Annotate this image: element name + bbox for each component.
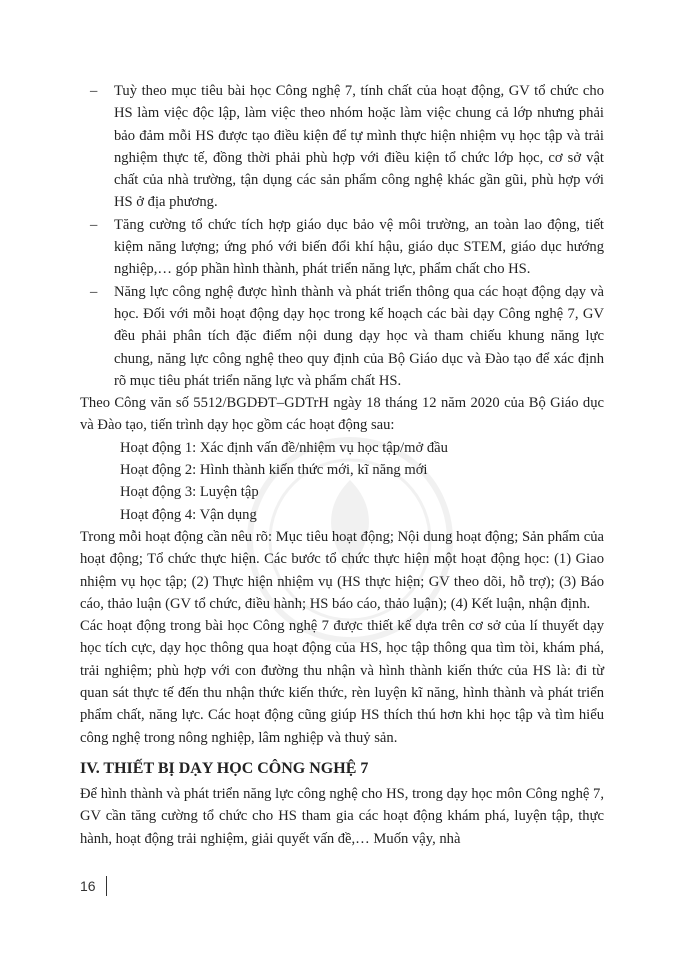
footer-divider xyxy=(106,876,107,896)
intro-paragraph: Theo Công văn số 5512/BGDĐT–GDTrH ngày 18 tháng 12 năm 2020 của Bộ Giáo dục và Đào tạo, tiến trình dạy học gồm các hoạt động sau: xyxy=(80,395,604,434)
activity-steps-paragraph: Trong mỗi hoạt động cần nêu rõ: Mục tiêu hoạt động; Nội dung hoạt động; Sản phẩm của hoạt động; Tổ chức thực hiện. Các bước tổ chức thực hiện một hoạt động học: (1) Giao nhiệm vụ học tập; (2) Thực hiện nhiệm vụ (HS thực hiện; GV theo dõi, hỗ trợ); (3) Báo cáo, thảo luận (GV tổ chức, điều hành; HS báo cáo, thảo luận); (4) Kết luận, nhận định. xyxy=(80,528,604,612)
activity-item: Hoạt động 1: Xác định vấn đề/nhiệm vụ học tập/mở đầu xyxy=(120,439,448,456)
bullet-text: Tuỳ theo mục tiêu bài học Công nghệ 7, tính chất của hoạt động, GV tổ chức cho HS làm việc độc lập, làm việc theo nhóm hoặc làm việc chung cả lớp nhưng phải bảo đảm mỗi HS được tạo điều kiện để tự mình thực hiện nhiệm vụ học tập và trải nghiệm thực tế, đồng thời phải phù hợp với điều kiện tổ chức lớp học, cơ sở vật chất của nhà trường, tận dụng các sản phẩm công nghệ khác gần gũi, phù hợp với HS ở địa phương. xyxy=(114,83,604,211)
bullet-list xyxy=(80,80,604,392)
activity-item: Hoạt động 3: Luyện tập xyxy=(120,484,259,501)
equipment-paragraph: Để hình thành và phát triển năng lực công nghệ cho HS, trong dạy học môn Công nghệ 7, GV cần tăng cường tổ chức cho HS tham gia các hoạt động khám phá, luyện tập, thực hành, hoạt động trải nghiệm, giải quyết vấn đề,… Muốn vậy, nhà xyxy=(80,785,604,847)
dash-marker: – xyxy=(90,83,98,99)
page-body xyxy=(80,80,604,850)
section-heading: IV. THIẾT BỊ DẠY HỌC CÔNG NGHỆ 7 xyxy=(80,759,369,777)
bullet-item xyxy=(80,214,604,281)
bullet-item xyxy=(80,281,604,392)
bullet-item xyxy=(80,80,604,214)
activity-list xyxy=(80,437,604,526)
dash-marker: – xyxy=(90,216,98,233)
page-number: 16 xyxy=(80,878,96,894)
bullet-text: Năng lực công nghệ được hình thành và phát triển thông qua các hoạt động dạy và học. Đối với mỗi hoạt động dạy học trong kế hoạch các bài dạy Công nghệ 7, GV đều phải phân tích đặc điểm nội dung dạy học và tham chiếu khung năng lực chung, năng lực công nghệ theo quy định của Bộ Giáo dục và Đào tạo để xác định rõ mục tiêu phát triển năng lực và phẩm chất HS. xyxy=(114,283,604,389)
activity-item: Hoạt động 4: Vận dụng xyxy=(120,506,257,523)
page-footer xyxy=(80,876,107,896)
bullet-text: Tăng cường tổ chức tích hợp giáo dục bảo vệ môi trường, an toàn lao động, tiết kiệm năng lượng; ứng phó với biến đổi khí hậu, giáo dục STEM, giáo dục hướng nghiệp,… góp phần hình thành, phát triển năng lực, phẩm chất cho HS. xyxy=(114,216,604,278)
dash-marker: – xyxy=(90,283,98,300)
activity-design-paragraph: Các hoạt động trong bài học Công nghệ 7 được thiết kế dựa trên cơ sở của lí thuyết dạy học tích cực, dạy học thông qua hoạt động của HS, học tập thông qua tìm tòi, khám phá, trải nghiệm; phù hợp với con đường thu nhận và hình thành kiến thức của HS là: đi từ quan sát thực tế đến thu nhận thức kiến thức, rèn luyện kĩ năng, hình thành và phát triển phẩm chất, năng lực. Các hoạt động cũng giúp HS thích thú hơn khi học tập và tìm hiểu công nghệ trong nông nghiệp, lâm nghiệp và thuỷ sản. xyxy=(80,618,604,746)
activity-item: Hoạt động 2: Hình thành kiến thức mới, kĩ năng mới xyxy=(120,462,428,479)
